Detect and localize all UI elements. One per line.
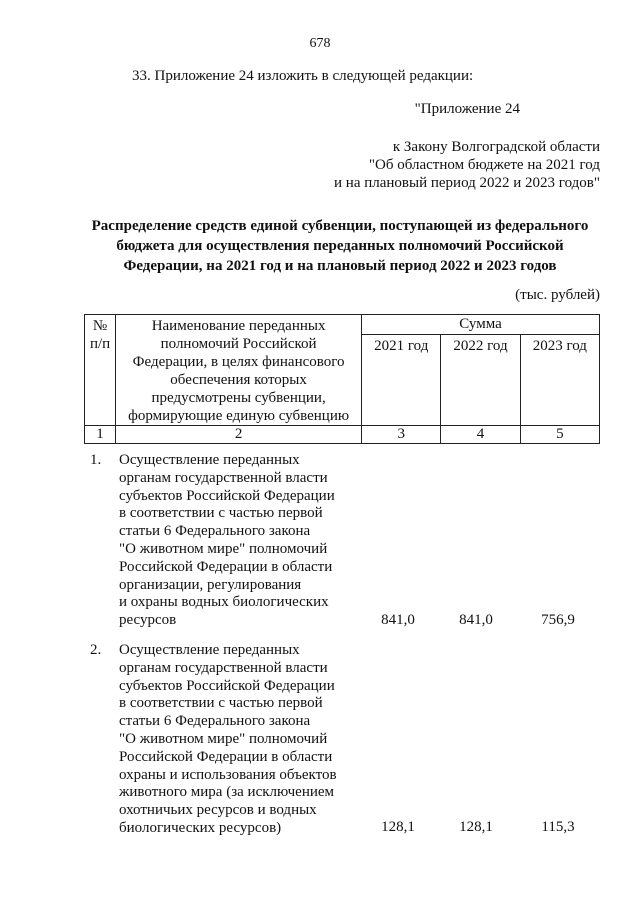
header-name-line: обеспечения которых: [170, 372, 307, 388]
column-index-5: 5: [520, 426, 599, 444]
row-2-value-2023: 115,3: [541, 819, 575, 835]
row-2-number: 2.: [90, 642, 102, 658]
row-2-line: животного мира (за исключением: [119, 784, 335, 801]
row-1-line: Российской Федерации в области: [119, 558, 333, 575]
header-name-line: Федерации, в целях финансового: [132, 354, 345, 370]
column-index-1: 1: [85, 426, 116, 444]
header-year-2022: 2022 год: [441, 335, 520, 426]
header-name-line: полномочий Российской: [160, 336, 317, 352]
row-2-value-2021: 128,1: [381, 819, 415, 835]
appendix-title: "Приложение 24: [414, 101, 520, 117]
row-1-value-2023: 756,9: [541, 612, 575, 628]
row-1-line: органам государственной власти: [119, 469, 328, 486]
row-1-line: статьи 6 Федерального закона: [119, 523, 311, 540]
row-1-line: в соответствии с частью первой: [119, 505, 323, 522]
column-index-3: 3: [362, 426, 441, 444]
header-name-line: формирующие единую субвенцию: [128, 408, 350, 424]
row-1-description: [119, 452, 359, 630]
row-2-line: в соответствии с частью первой: [119, 695, 323, 712]
row-1-line: и охраны водных биологических: [119, 594, 329, 611]
header-sum-cell: Сумма: [362, 315, 600, 335]
budget-table-header: [84, 314, 600, 444]
row-2-description: [119, 642, 359, 838]
document-title-line-1: Распределение средств единой субвенции, поступающей из федерального: [91, 218, 589, 234]
row-2-line: "О животном мире" полномочий: [119, 730, 328, 747]
page-number: 678: [309, 36, 331, 51]
row-1-number: 1.: [90, 452, 102, 468]
row-2-line: охотничьих ресурсов и водных: [119, 802, 317, 819]
row-1-value-2021: 841,0: [381, 612, 415, 628]
document-title: [60, 216, 620, 276]
header-name-line: предусмотрены субвенции,: [151, 390, 326, 406]
header-number-line-1: №: [92, 318, 108, 334]
header-number-line-2: п/п: [89, 336, 111, 352]
row-2-line: органам государственной власти: [119, 659, 328, 676]
units-label: (тыс. рублей): [515, 287, 600, 303]
row-1-line: Осуществление переданных: [119, 452, 300, 468]
row-1-value-2022: 841,0: [459, 612, 493, 628]
amendment-instruction: 33. Приложение 24 изложить в следующей редакции:: [132, 68, 474, 84]
appendix-line-1: к Закону Волгоградской области: [392, 139, 600, 155]
column-index-2: 2: [116, 426, 362, 444]
row-2-line: охраны и использования объектов: [119, 766, 337, 783]
row-2-value-2022: 128,1: [459, 819, 493, 835]
row-2-line: субъектов Российской Федерации: [119, 677, 335, 694]
row-1-line: субъектов Российской Федерации: [119, 487, 335, 504]
row-1-line: ресурсов: [119, 612, 177, 629]
header-year-2023: 2023 год: [520, 335, 599, 426]
row-2-line: Российской Федерации в области: [119, 748, 333, 765]
document-title-line-2: бюджета для осуществления переданных полномочий Российской: [116, 238, 564, 254]
row-2-line: статьи 6 Федерального закона: [119, 713, 311, 730]
header-number-cell: [85, 315, 116, 426]
row-2-line: биологических ресурсов): [119, 819, 282, 836]
column-index-4: 4: [441, 426, 520, 444]
row-1-line: "О животном мире" полномочий: [119, 540, 328, 557]
row-2-line: Осуществление переданных: [119, 642, 300, 658]
header-name-cell: [116, 315, 362, 426]
document-title-line-3: Федерации, на 2021 год и на плановый период 2022 и 2023 годов: [123, 258, 557, 274]
appendix-reference: [334, 100, 600, 192]
header-year-2021: 2021 год: [362, 335, 441, 426]
appendix-line-2: "Об областном бюджете на 2021 год: [368, 157, 600, 173]
appendix-line-3: и на плановый период 2022 и 2023 годов": [334, 175, 600, 191]
header-name-line: Наименование переданных: [151, 318, 326, 334]
row-1-line: организации, регулирования: [119, 576, 302, 593]
